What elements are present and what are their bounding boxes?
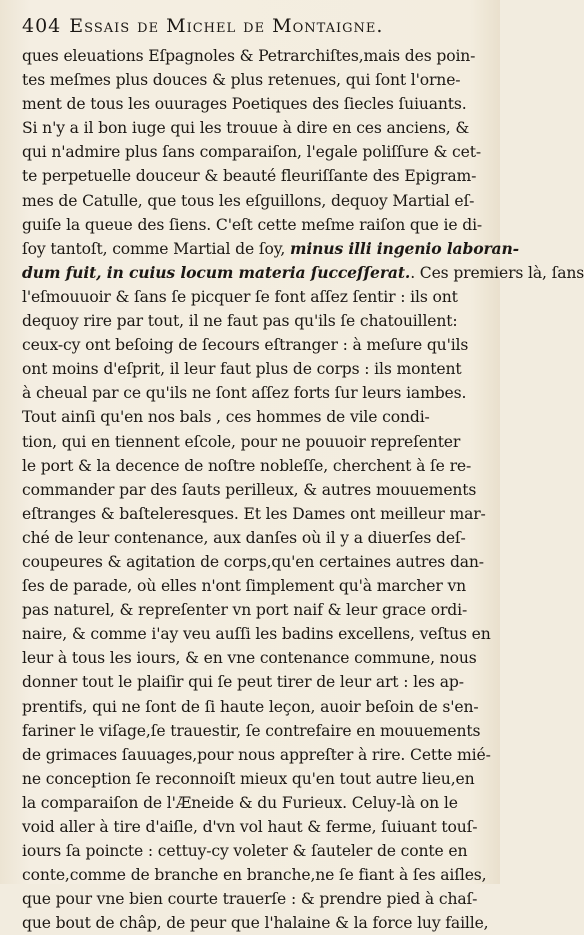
text-line: Tout ainſi qu'en nos bals , ces hommes de vile condi- — [22, 408, 430, 427]
text-line: iours ſa poincte : cettuy-cy voleter & ſauteler de conte en — [22, 842, 468, 861]
text-line: de grimaces ſauuages,pour nous appreſter à rire. Cette mié- — [22, 745, 491, 764]
text-line: ment de tous les ouurages Poetiques des ſiecles ſuiuants. — [22, 95, 467, 114]
text-line: fariner le viſage,ſe trauestir, ſe contrefaire en mouuements — [22, 721, 481, 740]
text-line: tes meſmes plus douces & plus retenues, qui ſont l'orne- — [22, 71, 461, 90]
text-line: ques eleuations Eſpagnoles & Petrarchiſtes,mais des poin- — [22, 47, 476, 65]
line-end: . Ces premiers là, ſans — [410, 263, 584, 282]
page-number: 404 — [22, 15, 62, 37]
text-line: ceux-cy ont beſoing de ſecours eſtranger : à meſure qu'ils — [22, 336, 469, 355]
text-line: prentifs, qui ne ſont de ſi haute leçon, auoir beſoin de s'en- — [22, 697, 479, 716]
text-line: naire, & comme i'ay veu auſſi les badins excellens, veſtus en — [22, 625, 491, 644]
text-line: void aller à tire d'aiſle, d'vn vol haut & ferme, ſuiuant touſ- — [22, 818, 478, 836]
body-text — [22, 44, 584, 935]
text-line: tion, qui en tiennent eſcole, pour ne pouuoir repreſenter — [22, 432, 461, 451]
text-line: te perpetuelle douceur & beauté fleuriſſante des Epigram- — [22, 167, 477, 186]
text-line: ché de leur contenance, aux danſes où il y a diuerſes deſ- — [22, 528, 466, 547]
text-line: conte,comme de branche en branche,ne ſe fiant à ſes aiſles, — [22, 866, 487, 885]
text-line: que pour vne bien courte trauerſe : & prendre pied à chaſ- — [22, 890, 478, 909]
text-line: donner tout le plaiſir qui ſe peut tirer de leur art : les ap- — [22, 673, 464, 692]
text-line: le port & la decence de noſtre nobleſſe, cherchent à ſe re- — [22, 456, 472, 475]
text-line: commander par des ſauts perilleux, & autres mouuements — [22, 480, 477, 499]
text-line: eſtranges & baſteleresques. Et les Dames ont meilleur mar- — [22, 504, 486, 523]
text-line: coupeures & agitation de corps,qu'en certaines autres dan- — [22, 552, 484, 571]
latin-quote-continued: dum fuit, in cuius locum materia ſucceſſerat. — [22, 262, 411, 282]
text-line: que bout de châp, de peur que l'halaine & la force luy faille, — [22, 914, 489, 933]
text-line: l'eſmouuoir & ſans ſe picquer ſe font aſſez ſentir : ils ont — [22, 287, 458, 306]
text-line: ne conception ſe reconnoiſt mieux qu'en tout autre lieu,en — [22, 769, 475, 788]
line-start: ſoy tantoſt, comme Martial de ſoy, — [22, 239, 286, 258]
text-line: pas naturel, & repreſenter vn port naif & leur grace ordi- — [22, 601, 468, 620]
running-title: Essais de Michel de Montaigne. — [69, 15, 384, 37]
text-line-with-quote — [22, 261, 584, 285]
text-line: qui n'admire plus ſans comparaiſon, l'egale poliſſure & cet- — [22, 143, 481, 162]
text-line: à cheual par ce qu'ils ne ſont aſſez forts ſur leurs iambes. — [22, 384, 467, 403]
text-line: Si n'y a il bon iuge qui les trouue à dire en ces anciens, & — [22, 119, 470, 138]
text-line: guiſe la queue des ſiens. C'eſt cette meſme raiſon que ie di- — [22, 215, 483, 234]
text-line: ſes de parade, où elles n'ont ſimplement qu'à marcher vn — [22, 577, 467, 596]
text-line: mes de Catulle, que tous les eſguillons, dequoy Martial eſ- — [22, 191, 475, 210]
text-line: leur à tous les iours, & en vne contenance commune, nous — [22, 649, 477, 668]
latin-quote: minus illi ingenio laboran- — [289, 238, 519, 258]
text-line: la comparaiſon de l'Æneide & du Furieux. Celuy-là on le — [22, 793, 458, 812]
text-line-with-quote — [22, 237, 519, 261]
text-line: dequoy rire par tout, il ne faut pas qu'ils ſe chatouillent: — [22, 312, 458, 331]
text-line: ont moins d'eſprit, il leur faut plus de corps : ils montent — [22, 360, 462, 379]
running-header — [22, 10, 488, 42]
